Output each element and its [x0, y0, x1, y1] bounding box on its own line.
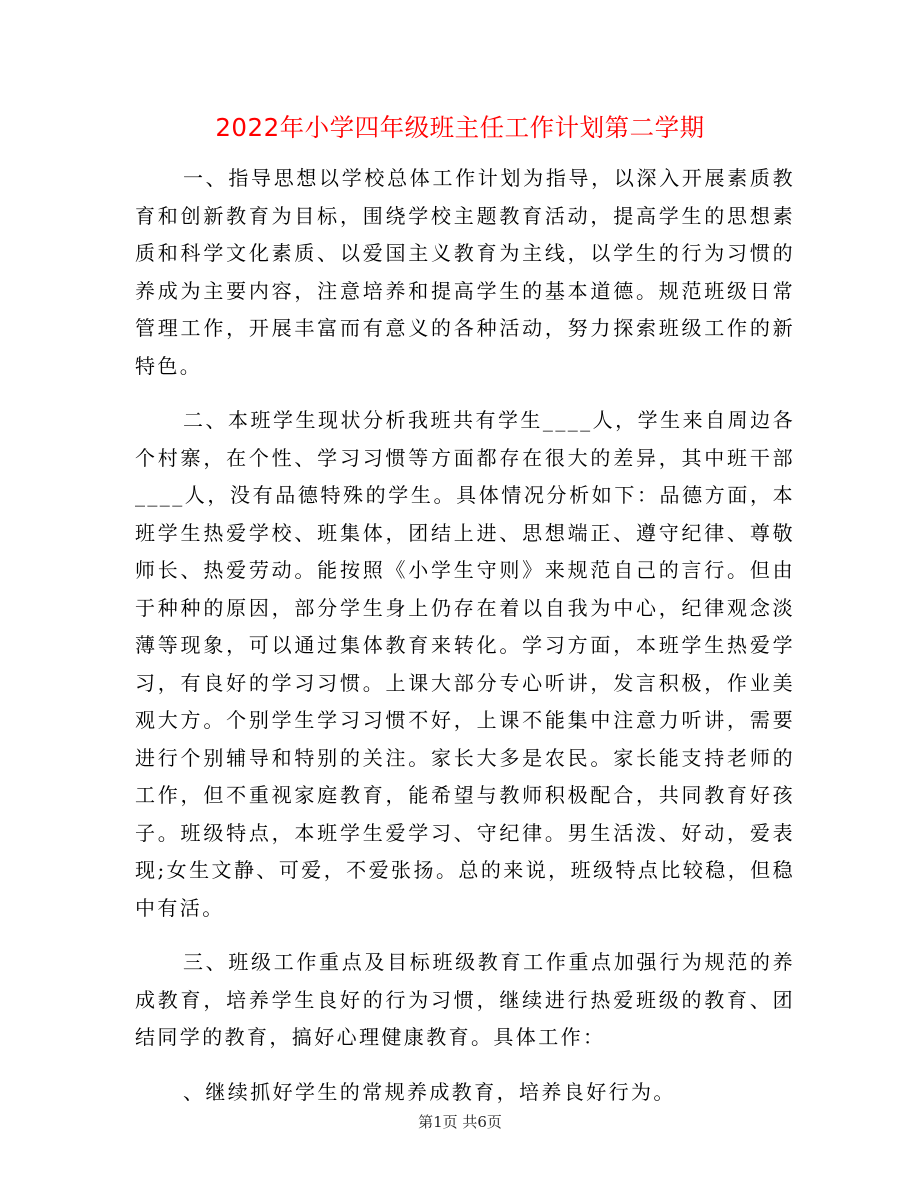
document-body: [135, 160, 795, 1111]
paragraph-work-item-1: 、继续抓好学生的常规养成教育，培养良好行为。: [183, 1079, 676, 1104]
document-title: 2022年小学四年级班主任工作计划第二学期: [215, 113, 705, 142]
paragraph-guiding-ideology: 一、指导思想以学校总体工作计划为指导，以深入开展素质教育和创新教育为目标，围绕学校主题教育活动，提高学生的思想素质和科学文化素质、以爱国主义教育为主线，以学生的行为习惯的养成为主要内容，注意培养和提高学生的基本道德。规范班级日常管理工作，开展丰富而有意义的各种活动，努力探索班级工作的新特色。: [135, 166, 795, 378]
page-number-footer: 第1页 共6页: [418, 1113, 502, 1131]
paragraph-work-focus: 三、班级工作重点及目标班级教育工作重点加强行为规范的养成教育，培养学生良好的行为习惯，继续进行热爱班级的教育、团结同学的教育，搞好心理健康教育。具体工作：: [135, 950, 795, 1049]
paragraph-class-analysis: 二、本班学生现状分析我班共有学生____人，学生来自周边各个村寨，在个性、学习习惯等方面都存在很大的差异，其中班干部____人，没有品德特殊的学生。具体情况分析如下：品德方面，本班学生热爱学校、班集体，团结上进、思想端正、遵守纪律、尊敬师长、热爱劳动。能按照《小学生守则》来规范自己的言行。但由于种种的原因，部分学生身上仍存在着以自我为中心，纪律观念淡薄等现象，可以通过集体教育来转化。学习方面，本班学生热爱学习，有良好的学习习惯。上课大部分专心听讲，发言积极，作业美观大方。个别学生学习习惯不好，上课不能集中注意力听讲，需要进行个别辅导和特别的关注。家长大多是农民。家长能支持老师的工作，但不重视家庭教育，能希望与教师积极配合，共同教育好孩子。班级特点，本班学生爱学习、守纪律。男生活泼、好动，爱表现;女生文静、可爱，不爱张扬。总的来说，班级特点比较稳，但稳中有活。: [135, 408, 795, 920]
